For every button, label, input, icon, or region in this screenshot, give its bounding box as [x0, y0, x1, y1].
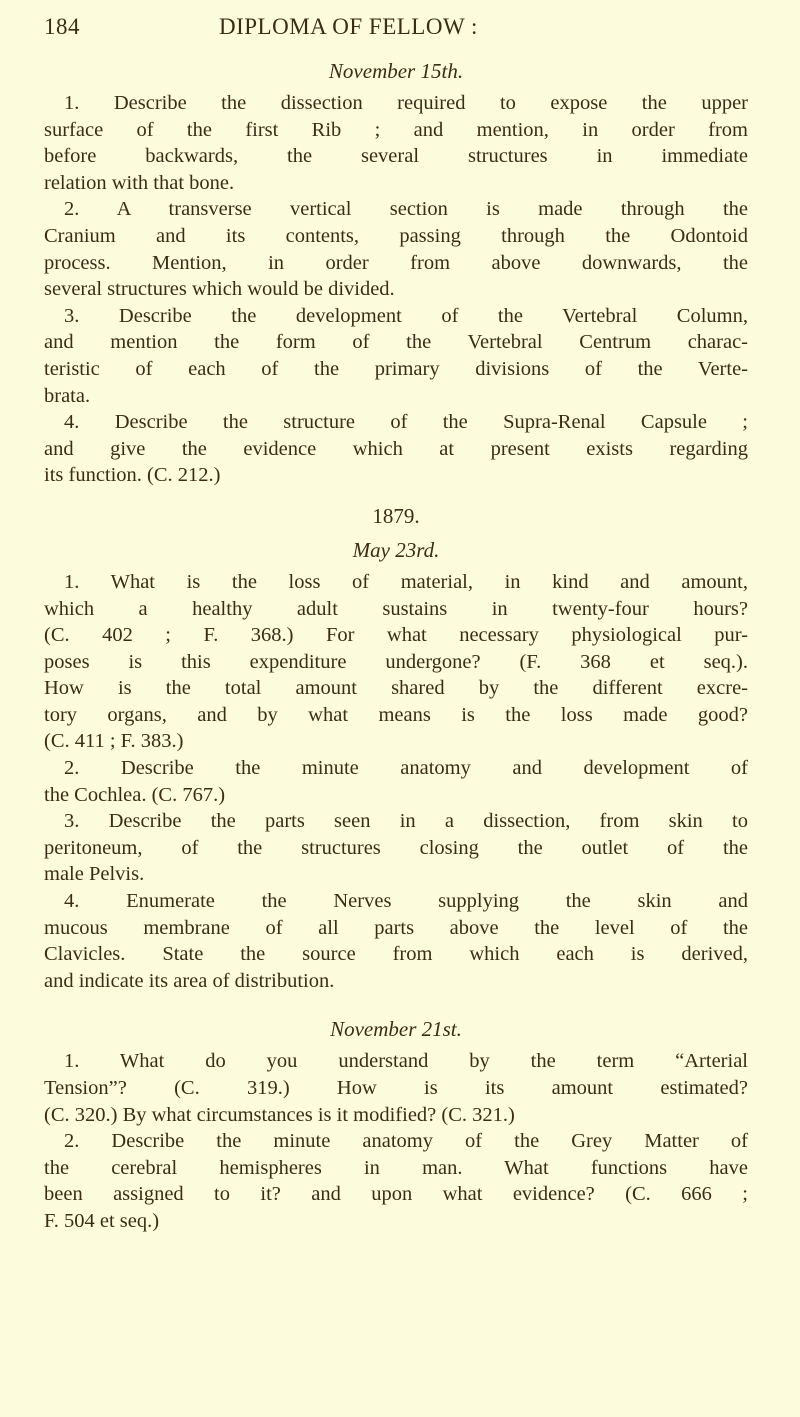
exam-date: November 21st.	[330, 1017, 462, 1042]
exam-section	[44, 998, 748, 1234]
question-line: teristic of each of the primary divisions of the Verte-	[44, 357, 748, 380]
question-line: How is the total amount shared by the different excre-	[44, 677, 748, 700]
question-line: brata.	[44, 384, 91, 407]
question-line: and indicate its area of distribution.	[44, 969, 335, 992]
question-line: poses is this expenditure undergone? (F. 368 et seq.).	[44, 650, 748, 673]
exam-questions	[44, 56, 748, 1235]
question-line: peritoneum, of the structures closing the outlet of the	[44, 836, 748, 859]
question-line: mucous membrane of all parts above the level of the	[44, 916, 748, 939]
question-line: (C. 320.) By what circumstances is it modified? (C. 321.)	[44, 1103, 515, 1126]
question-line: Tension”? (C. 319.) How is its amount estimated?	[44, 1077, 748, 1099]
question	[44, 409, 748, 489]
question-line: tory organs, and by what means is the loss made good?	[44, 703, 748, 726]
question-line: been assigned to it? and upon what evidence? (C. 666 ;	[44, 1183, 748, 1206]
question-line: 1. Describe the dissection required to expose the upper	[64, 92, 748, 114]
question-line: (C. 411 ; F. 383.)	[44, 730, 184, 753]
question-line: 1. What is the loss of material, in kind and amount,	[64, 570, 748, 593]
question	[44, 1128, 748, 1234]
question	[44, 888, 748, 994]
question-line: its function. (C. 212.)	[44, 464, 221, 487]
running-head	[44, 0, 748, 56]
question-line: 2. Describe the minute anatomy of the Grey Matter of	[64, 1130, 748, 1153]
question	[44, 90, 748, 196]
exam-date: November 15th.	[328, 59, 464, 83]
question-line: the Cochlea. (C. 767.)	[44, 783, 226, 806]
question-line: the cerebral hemispheres in man. What functions have	[44, 1156, 748, 1179]
exam-section	[44, 56, 748, 489]
question-line: surface of the first Rib ; and mention, in order from	[44, 118, 748, 141]
question-line: Cranium and its contents, passing through the Odontoid	[44, 224, 748, 247]
question	[44, 303, 748, 409]
question-line: before backwards, the several structures in immediate	[44, 145, 748, 168]
question-line: 4. Enumerate the Nerves supplying the skin and	[64, 890, 748, 913]
question-line: 4. Describe the structure of the Supra-Renal Capsule ;	[64, 411, 748, 434]
question	[44, 808, 748, 888]
question-line: which a healthy adult sustains in twenty-four hours?	[44, 597, 748, 620]
question-line: and give the evidence which at present exists regarding	[44, 437, 748, 460]
question-line: 1. What do you understand by the term “Arterial	[64, 1050, 748, 1073]
question	[44, 1048, 748, 1128]
question-line: 3. Describe the development of the Vertebral Column,	[64, 304, 748, 327]
document-page	[44, 0, 748, 1239]
question-line: Clavicles. State the source from which each is derived,	[44, 943, 748, 966]
question-line: 2. Describe the minute anatomy and development of	[64, 757, 748, 780]
question-line: male Pelvis.	[44, 863, 145, 886]
question	[44, 196, 748, 302]
question-line: and mention the form of the Vertebral Centrum charac-	[44, 331, 748, 354]
question	[44, 755, 748, 808]
question-line: 2. A transverse vertical section is made through the	[64, 198, 748, 221]
page-number: 184	[44, 14, 80, 39]
exam-section	[44, 499, 748, 995]
question-line: 3. Describe the parts seen in a dissection, from skin to	[64, 810, 748, 833]
question-line: F. 504 et seq.)	[44, 1209, 160, 1232]
question-line: (C. 402 ; F. 368.) For what necessary physiological pur-	[44, 624, 748, 647]
question-line: relation with that bone.	[44, 171, 235, 194]
exam-year: 1879.	[372, 503, 420, 528]
question-line: process. Mention, in order from above downwards, the	[44, 251, 748, 274]
running-title: DIPLOMA OF FELLOW :	[219, 14, 478, 39]
spacer	[44, 998, 748, 1014]
exam-date: May 23rd.	[352, 537, 440, 562]
question	[44, 569, 748, 755]
question-line: several structures which would be divided.	[44, 278, 395, 301]
